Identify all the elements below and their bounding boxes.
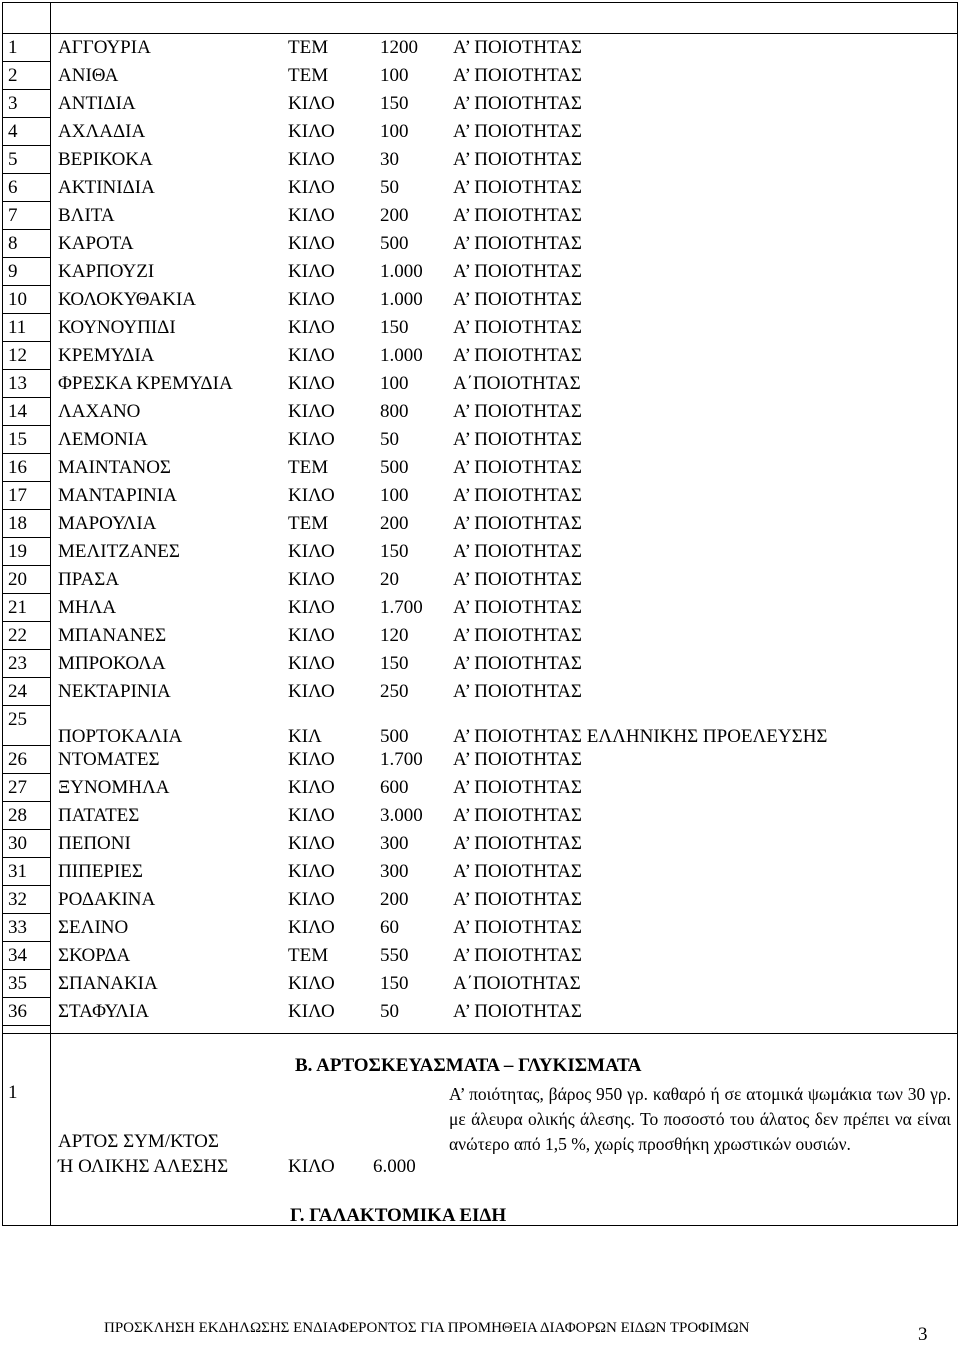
cell-quantity: 100 <box>380 373 409 394</box>
row-separator <box>2 117 50 118</box>
cell-row-number: 4 <box>8 121 18 142</box>
cell-row-number: 13 <box>8 373 27 394</box>
table-row <box>0 286 960 314</box>
cell-row-number: 3 <box>8 93 18 114</box>
cell-product-name: ΛΑΧΑΝΟ <box>58 401 141 422</box>
row-separator <box>2 773 50 774</box>
table-row <box>0 886 960 914</box>
cell-quality: Α’ ΠΟΙΟΤΗΤΑΣ <box>453 1001 582 1022</box>
cell-quantity: 200 <box>380 205 409 226</box>
cell-quality: Α’ ΠΟΙΟΤΗΤΑΣ <box>453 205 582 226</box>
cell-product-name: ΑΚΤΙΝΙΔΙΑ <box>58 177 155 198</box>
cell-row-number: 6 <box>8 177 18 198</box>
cell-quantity: 50 <box>380 1001 399 1022</box>
cell-row-number: 20 <box>8 569 27 590</box>
cell-quantity: 550 <box>380 945 409 966</box>
row-separator <box>2 61 50 62</box>
cell-unit: ΚΙΛΟ <box>288 317 335 338</box>
cell-row-number: 22 <box>8 625 27 646</box>
table-row <box>0 858 960 886</box>
bread-section-title: Β. ΑΡΤΟΣΚΕΥΑΣΜΑΤΑ – ΓΛΥΚΙΣΜΑΤΑ <box>295 1055 642 1076</box>
row-separator <box>2 997 50 998</box>
bread-qty: 6.000 <box>373 1156 416 1177</box>
cell-product-name: ΝΤΟΜΑΤΕΣ <box>58 749 160 770</box>
row-separator <box>2 829 50 830</box>
cell-product-name: ΜΠΑΝΑΝΕΣ <box>58 625 167 646</box>
cell-unit: ΚΙΛ <box>288 726 322 747</box>
cell-quality: Α’ ΠΟΙΟΤΗΤΑΣ <box>453 945 582 966</box>
cell-row-number: 19 <box>8 541 27 562</box>
cell-quantity: 300 <box>380 833 409 854</box>
table-border-top <box>2 2 958 3</box>
cell-product-name: ΜΑΙΝΤΑΝΟΣ <box>58 457 171 478</box>
cell-product-name: ΛΕΜΟΝΙΑ <box>58 429 148 450</box>
cell-quantity: 300 <box>380 861 409 882</box>
cell-unit: ΚΙΛΟ <box>288 233 335 254</box>
table-row <box>0 774 960 802</box>
cell-row-number: 14 <box>8 401 27 422</box>
cell-quality: Α’ ΠΟΙΟΤΗΤΑΣ <box>453 37 582 58</box>
table-row <box>0 678 960 706</box>
table-row <box>0 398 960 426</box>
cell-quantity: 50 <box>380 429 399 450</box>
cell-unit: ΚΙΛΟ <box>288 749 335 770</box>
cell-quantity: 1.700 <box>380 749 423 770</box>
cell-quality: Α’ ΠΟΙΟΤΗΤΑΣ <box>453 401 582 422</box>
row-separator <box>2 745 50 746</box>
cell-quality: Α’ ΠΟΙΟΤΗΤΑΣ <box>453 345 582 366</box>
cell-quantity: 50 <box>380 177 399 198</box>
cell-quality: Α’ ΠΟΙΟΤΗΤΑΣ <box>453 777 582 798</box>
cell-row-number: 23 <box>8 653 27 674</box>
cell-quantity: 1.000 <box>380 289 423 310</box>
cell-row-number: 8 <box>8 233 18 254</box>
cell-row-number: 31 <box>8 861 27 882</box>
table-row <box>0 454 960 482</box>
cell-row-number: 9 <box>8 261 18 282</box>
cell-quality: Α’ ΠΟΙΟΤΗΤΑΣ <box>453 805 582 826</box>
row-separator <box>2 145 50 146</box>
table-row <box>0 62 960 90</box>
cell-product-name: ΑΓΓΟΥΡΙΑ <box>58 37 151 58</box>
cell-row-number: 1 <box>8 37 18 58</box>
cell-quality: Α’ ΠΟΙΟΤΗΤΑΣ <box>453 569 582 590</box>
row-separator <box>2 313 50 314</box>
row-separator <box>2 341 50 342</box>
cell-quantity: 500 <box>380 457 409 478</box>
cell-row-number: 5 <box>8 149 18 170</box>
cell-unit: ΤΕΜ <box>288 945 329 966</box>
table-row <box>0 230 960 258</box>
table-row <box>0 706 960 746</box>
table-row <box>0 146 960 174</box>
bread-name-line1: ΑΡΤΟΣ ΣΥΜ/ΚΤΟΣ <box>58 1131 219 1152</box>
table-row <box>0 942 960 970</box>
row-separator <box>2 649 50 650</box>
table-row <box>0 314 960 342</box>
cell-quality: Α’ ΠΟΙΟΤΗΤΑΣ <box>453 541 582 562</box>
cell-row-number: 36 <box>8 1001 27 1022</box>
page-footer-text: ΠΡΟΣΚΛΗΣΗ ΕΚΔΗΛΩΣΗΣ ΕΝΔΙΑΦΕΡΟΝΤΟΣ ΓΙΑ ΠΡΟΜΗΘΕΙΑ ΔΙΑΦΟΡΩΝ ΕΙΔΩΝ ΤΡΟΦΙΜΩΝ <box>104 1320 750 1336</box>
cell-row-number: 34 <box>8 945 27 966</box>
cell-row-number: 18 <box>8 513 27 534</box>
cell-quantity: 1.700 <box>380 597 423 618</box>
table-row <box>0 998 960 1026</box>
table-row <box>0 118 960 146</box>
cell-unit: ΚΙΛΟ <box>288 777 335 798</box>
cell-row-number: 32 <box>8 889 27 910</box>
cell-product-name: ΠΟΡΤΟΚΑΛΙΑ <box>58 726 183 747</box>
cell-quality: Α’ ΠΟΙΟΤΗΤΑΣ <box>453 457 582 478</box>
cell-product-name: ΣΠΑΝΑΚΙΑ <box>58 973 158 994</box>
cell-row-number: 12 <box>8 345 27 366</box>
row-separator <box>2 565 50 566</box>
table-row <box>0 370 960 398</box>
cell-unit: ΚΙΛΟ <box>288 653 335 674</box>
cell-unit: ΚΙΛΟ <box>288 973 335 994</box>
cell-product-name: ΣΕΛΙΝΟ <box>58 917 129 938</box>
cell-unit: ΤΕΜ <box>288 513 329 534</box>
table-row <box>0 202 960 230</box>
row-separator <box>2 173 50 174</box>
cell-product-name: ΚΟΥΝΟΥΠΙΔΙ <box>58 317 176 338</box>
cell-quality: Α’ ΠΟΙΟΤΗΤΑΣ <box>453 177 582 198</box>
cell-quantity: 500 <box>380 233 409 254</box>
cell-unit: ΚΙΛΟ <box>288 569 335 590</box>
cell-unit: ΤΕΜ <box>288 65 329 86</box>
cell-product-name: ΠΙΠΕΡΙΕΣ <box>58 861 143 882</box>
row-separator <box>2 705 50 706</box>
cell-quantity: 1.000 <box>380 261 423 282</box>
cell-quality: Α’ ΠΟΙΟΤΗΤΑΣ <box>453 681 582 702</box>
cell-product-name: ΚΟΛΟΚΥΘΑΚΙΑ <box>58 289 197 310</box>
cell-quality: Α’ ΠΟΙΟΤΗΤΑΣ ΕΛΛΗΝΙΚΗΣ ΠΡΟΕΛΕΥΣΗΣ <box>453 726 828 747</box>
cell-product-name: ΒΛΙΤΑ <box>58 205 115 226</box>
dairy-section-title: Γ. ΓΑΛΑΚΤΟΜΙΚΑ ΕΙΔΗ <box>290 1205 507 1226</box>
cell-row-number: 17 <box>8 485 27 506</box>
row-separator <box>2 593 50 594</box>
cell-unit: ΚΙΛΟ <box>288 121 335 142</box>
table-row <box>0 830 960 858</box>
row-separator <box>2 257 50 258</box>
cell-unit: ΚΙΛΟ <box>288 833 335 854</box>
cell-quality: Α’ ΠΟΙΟΤΗΤΑΣ <box>453 429 582 450</box>
cell-quantity: 150 <box>380 653 409 674</box>
cell-unit: ΤΕΜ <box>288 457 329 478</box>
cell-quantity: 500 <box>380 726 409 747</box>
cell-unit: ΚΙΛΟ <box>288 205 335 226</box>
cell-unit: ΚΙΛΟ <box>288 861 335 882</box>
table-row <box>0 90 960 118</box>
row-separator <box>2 677 50 678</box>
row-separator <box>2 969 50 970</box>
cell-unit: ΚΙΛΟ <box>288 401 335 422</box>
cell-quality: Α’ ΠΟΙΟΤΗΤΑΣ <box>453 513 582 534</box>
cell-quality: Α’ ΠΟΙΟΤΗΤΑΣ <box>453 889 582 910</box>
cell-product-name: ΚΑΡΠΟΥΖΙ <box>58 261 155 282</box>
cell-product-name: ΒΕΡΙΚΟΚΑ <box>58 149 153 170</box>
cell-row-number: 26 <box>8 749 27 770</box>
row-separator <box>2 913 50 914</box>
bread-description: Α’ ποιότητας, βάρος 950 γρ. καθαρό ή σε ατομικά ψωμάκια των 30 γρ. με άλευρα ολικής άλεσης. Το ποσοστό του άλατος δεν πρέπει να είναι ανώτερο από 1,5 %, χωρίς προσθήκη χρωστικών ουσιών. <box>449 1084 951 1154</box>
row-separator <box>2 621 50 622</box>
cell-quality: Α’ ΠΟΙΟΤΗΤΑΣ <box>453 597 582 618</box>
cell-quality: Α’ ΠΟΙΟΤΗΤΑΣ <box>453 289 582 310</box>
cell-row-number: 35 <box>8 973 27 994</box>
cell-quantity: 150 <box>380 93 409 114</box>
cell-product-name: ΡΟΔΑΚΙΝΑ <box>58 889 156 910</box>
cell-unit: ΚΙΛΟ <box>288 805 335 826</box>
cell-row-number: 2 <box>8 65 18 86</box>
cell-unit: ΚΙΛΟ <box>288 373 335 394</box>
cell-quality: Α’ ΠΟΙΟΤΗΤΑΣ <box>453 917 582 938</box>
cell-quantity: 30 <box>380 149 399 170</box>
cell-row-number: 10 <box>8 289 27 310</box>
table-row <box>0 594 960 622</box>
cell-quality: Α’ ΠΟΙΟΤΗΤΑΣ <box>453 861 582 882</box>
cell-quality: Α’ ΠΟΙΟΤΗΤΑΣ <box>453 625 582 646</box>
row-separator <box>2 89 50 90</box>
table-row <box>0 510 960 538</box>
cell-quality: Α’ ΠΟΙΟΤΗΤΑΣ <box>453 233 582 254</box>
cell-product-name: ΦΡΕΣΚΑ ΚΡΕΜΥΔΙΑ <box>58 373 233 394</box>
cell-unit: ΚΙΛΟ <box>288 889 335 910</box>
table-row <box>0 566 960 594</box>
cell-quality: Α’ ΠΟΙΟΤΗΤΑΣ <box>453 653 582 674</box>
table-row <box>0 746 960 774</box>
cell-product-name: ΜΗΛΑ <box>58 597 117 618</box>
page-number: 3 <box>918 1324 928 1345</box>
cell-quality: Α’ ΠΟΙΟΤΗΤΑΣ <box>453 261 582 282</box>
row-separator <box>2 509 50 510</box>
cell-product-name: ΑΝΤΙΔΙΑ <box>58 93 136 114</box>
table-row <box>0 622 960 650</box>
cell-product-name: ΜΠΡΟΚΟΛΑ <box>58 653 166 674</box>
row-separator <box>2 201 50 202</box>
cell-quantity: 3.000 <box>380 805 423 826</box>
cell-product-name: ΑΝΙΘΑ <box>58 65 119 86</box>
cell-row-number: 11 <box>8 317 27 338</box>
row-separator <box>2 481 50 482</box>
row-separator <box>2 397 50 398</box>
cell-row-number: 33 <box>8 917 27 938</box>
cell-row-number: 28 <box>8 805 27 826</box>
cell-product-name: ΠΕΠΟΝΙ <box>58 833 131 854</box>
row-separator <box>2 941 50 942</box>
cell-quantity: 250 <box>380 681 409 702</box>
cell-unit: ΚΙΛΟ <box>288 485 335 506</box>
row-separator <box>2 453 50 454</box>
table-row <box>0 426 960 454</box>
cell-unit: ΚΙΛΟ <box>288 289 335 310</box>
table-row <box>0 650 960 678</box>
cell-quality: Α’ ΠΟΙΟΤΗΤΑΣ <box>453 93 582 114</box>
cell-quality: Α’ ΠΟΙΟΤΗΤΑΣ <box>453 65 582 86</box>
cell-product-name: ΠΡΑΣΑ <box>58 569 120 590</box>
cell-quality: Α’ ΠΟΙΟΤΗΤΑΣ <box>453 485 582 506</box>
table-row <box>0 342 960 370</box>
cell-quantity: 100 <box>380 485 409 506</box>
cell-product-name: ΜΕΛΙΤΖΑΝΕΣ <box>58 541 180 562</box>
cell-unit: ΚΙΛΟ <box>288 681 335 702</box>
cell-product-name: ΝΕΚΤΑΡΙΝΙΑ <box>58 681 171 702</box>
cell-row-number: 27 <box>8 777 27 798</box>
table-row <box>0 802 960 830</box>
cell-quantity: 200 <box>380 889 409 910</box>
cell-row-number: 25 <box>8 709 27 730</box>
cell-quality: Α’ ΠΟΙΟΤΗΤΑΣ <box>453 317 582 338</box>
cell-unit: ΚΙΛΟ <box>288 261 335 282</box>
cell-product-name: ΠΑΤΑΤΕΣ <box>58 805 140 826</box>
cell-quantity: 150 <box>380 973 409 994</box>
bread-name-line2: Ή ΟΛΙΚΗΣ ΑΛΕΣΗΣ <box>58 1156 229 1177</box>
cell-quality: Α’ ΠΟΙΟΤΗΤΑΣ <box>453 749 582 770</box>
cell-product-name: ΑΧΛΑΔΙΑ <box>58 121 146 142</box>
cell-quantity: 100 <box>380 121 409 142</box>
table-row <box>0 970 960 998</box>
cell-product-name: ΚΡΕΜΥΔΙΑ <box>58 345 155 366</box>
row-separator <box>2 537 50 538</box>
cell-quality: Α’ ΠΟΙΟΤΗΤΑΣ <box>453 149 582 170</box>
cell-unit: ΚΙΛΟ <box>288 917 335 938</box>
cell-row-number: 24 <box>8 681 27 702</box>
table-row <box>0 34 960 62</box>
table-row <box>0 538 960 566</box>
cell-product-name: ΜΑΝΤΑΡΙΝΙΑ <box>58 485 177 506</box>
row-separator <box>2 801 50 802</box>
cell-quality: Α΄ΠΟΙΟΤΗΤΑΣ <box>453 973 581 994</box>
cell-unit: ΚΙΛΟ <box>288 429 335 450</box>
cell-product-name: ΣΚΟΡΔΑ <box>58 945 131 966</box>
bread-row-number: 1 <box>8 1082 18 1103</box>
cell-quantity: 800 <box>380 401 409 422</box>
row-separator <box>2 369 50 370</box>
table-row <box>0 482 960 510</box>
cell-quantity: 100 <box>380 65 409 86</box>
cell-quantity: 1.000 <box>380 345 423 366</box>
cell-unit: ΤΕΜ <box>288 37 329 58</box>
cell-product-name: ΞΥΝΟΜΗΛΑ <box>58 777 170 798</box>
cell-product-name: ΣΤΑΦΥΛΙΑ <box>58 1001 149 1022</box>
cell-quantity: 600 <box>380 777 409 798</box>
cell-row-number: 7 <box>8 205 18 226</box>
cell-row-number: 15 <box>8 429 27 450</box>
section-separator <box>2 1033 958 1034</box>
cell-unit: ΚΙΛΟ <box>288 597 335 618</box>
cell-unit: ΚΙΛΟ <box>288 149 335 170</box>
table-row <box>0 914 960 942</box>
cell-row-number: 21 <box>8 597 27 618</box>
cell-unit: ΚΙΛΟ <box>288 1001 335 1022</box>
cell-quantity: 200 <box>380 513 409 534</box>
row-separator <box>2 229 50 230</box>
cell-unit: ΚΙΛΟ <box>288 541 335 562</box>
cell-quality: Α’ ΠΟΙΟΤΗΤΑΣ <box>453 833 582 854</box>
cell-unit: ΚΙΛΟ <box>288 177 335 198</box>
cell-quantity: 150 <box>380 317 409 338</box>
cell-quantity: 60 <box>380 917 399 938</box>
cell-row-number: 16 <box>8 457 27 478</box>
row-separator <box>2 857 50 858</box>
row-separator <box>2 425 50 426</box>
cell-unit: ΚΙΛΟ <box>288 93 335 114</box>
table-row <box>0 174 960 202</box>
row-separator <box>2 285 50 286</box>
cell-product-name: ΜΑΡΟΥΛΙΑ <box>58 513 157 534</box>
row-separator <box>2 885 50 886</box>
cell-quantity: 20 <box>380 569 399 590</box>
cell-product-name: ΚΑΡΟΤΑ <box>58 233 134 254</box>
cell-quality: Α’ ΠΟΙΟΤΗΤΑΣ <box>453 121 582 142</box>
cell-quantity: 1200 <box>380 37 418 58</box>
table-row <box>0 258 960 286</box>
cell-unit: ΚΙΛΟ <box>288 625 335 646</box>
row-separator <box>2 1025 50 1026</box>
cell-unit: ΚΙΛΟ <box>288 345 335 366</box>
bread-unit: ΚΙΛΟ <box>288 1156 335 1177</box>
cell-quality: Α΄ΠΟΙΟΤΗΤΑΣ <box>453 373 581 394</box>
cell-row-number: 30 <box>8 833 27 854</box>
cell-quantity: 120 <box>380 625 409 646</box>
cell-quantity: 150 <box>380 541 409 562</box>
